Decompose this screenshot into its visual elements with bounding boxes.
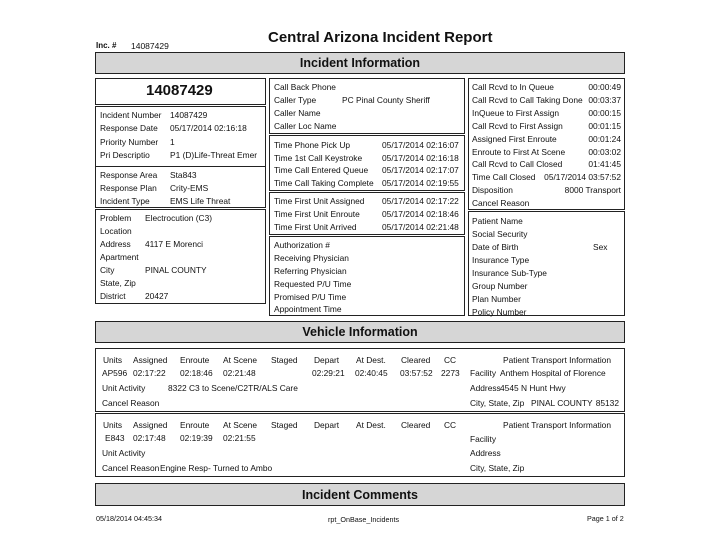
unit-activity-label: Unit Activity xyxy=(102,383,146,393)
response-area-value: Sta843 xyxy=(170,170,197,180)
unit-cleared: 03:57:52 xyxy=(400,368,433,378)
cancel-reason-label: Cancel Reason xyxy=(472,198,530,208)
disposition-value: 8000 Transport xyxy=(564,185,621,195)
address-label: Address xyxy=(470,383,501,393)
first-unit-assigned-label: Time First Unit Assigned xyxy=(274,196,365,206)
facility-value: Anthem Hospital of Florence xyxy=(500,368,606,378)
unit-activity-label: Unit Activity xyxy=(102,448,146,458)
first-unit-arrived-label: Time First Unit Arrived xyxy=(274,222,357,232)
social-security-label: Social Security xyxy=(472,229,528,239)
staged-header: Staged xyxy=(271,420,298,430)
vehicle-unit-box xyxy=(95,348,625,412)
city-state-zip-label: City, State, Zip xyxy=(470,463,525,473)
first-unit-enroute-value: 05/17/2014 02:18:46 xyxy=(382,209,459,219)
first-unit-assigned-value: 05/17/2014 02:17:22 xyxy=(382,196,459,206)
disposition-label: Disposition xyxy=(472,185,513,195)
address-value: 4117 E Morenci xyxy=(145,239,204,249)
assigned-header: Assigned xyxy=(133,355,168,365)
units-header: Units xyxy=(103,355,123,365)
authorization-number-label: Authorization # xyxy=(274,240,330,250)
incident-information-banner xyxy=(95,52,625,74)
entered-queue-value: 05/17/2014 02:17:07 xyxy=(382,165,459,175)
at-dest-header: At Dest. xyxy=(356,355,386,365)
caller-box xyxy=(269,78,465,134)
vehicle-unit-box xyxy=(95,413,625,477)
address-label: Address xyxy=(470,448,501,458)
zip-value: 85132 xyxy=(595,398,619,408)
location-box xyxy=(95,209,266,304)
incident-details-box xyxy=(95,106,266,167)
transport-header: Patient Transport Information xyxy=(503,420,611,430)
cancel-reason-label: Cancel Reason xyxy=(102,398,160,408)
assigned-enroute-label: Assigned First Enroute xyxy=(472,134,557,144)
unit-activity-value: 8322 C3 to Scene/C2TR/ALS Care xyxy=(168,383,298,393)
incident-comments-banner xyxy=(95,483,625,506)
state-zip-label: State, Zip xyxy=(100,278,136,288)
footer-timestamp: 05/18/2014 04:45:34 xyxy=(96,514,162,523)
call-taking-complete-value: 05/17/2014 02:19:55 xyxy=(382,178,459,188)
enroute-to-scene-label: Enroute to First At Scene xyxy=(472,147,566,157)
units-header: Units xyxy=(103,420,123,430)
at-dest-header: At Dest. xyxy=(356,420,386,430)
group-number-label: Group Number xyxy=(472,281,528,291)
phone-pick-up-label: Time Phone Pick Up xyxy=(274,140,351,150)
phone-pick-up-value: 05/17/2014 02:16:07 xyxy=(382,140,459,150)
first-keystroke-value: 05/17/2014 02:16:18 xyxy=(382,153,459,163)
inqueue-to-assign-value: 00:00:15 xyxy=(588,108,621,118)
incident-number-value: 14087429 xyxy=(170,110,208,120)
unit-id: E843 xyxy=(105,433,125,443)
incident-big-number: 14087429 xyxy=(146,82,213,99)
caller-name-label: Caller Name xyxy=(274,108,321,118)
referring-physician-label: Referring Physician xyxy=(274,266,347,276)
requested-pu-time-label: Requested P/U Time xyxy=(274,279,352,289)
enroute-header: Enroute xyxy=(180,420,210,430)
cc-header: CC xyxy=(444,420,457,430)
caller-type-label: Caller Type xyxy=(274,95,317,105)
enroute-header: Enroute xyxy=(180,355,210,365)
at-scene-header: At Scene xyxy=(223,355,257,365)
apartment-label: Apartment xyxy=(100,252,139,262)
inqueue-to-assign-label: InQueue to First Assign xyxy=(472,108,560,118)
caller-type-value: PC Pinal County Sheriff xyxy=(342,95,430,105)
rcvd-to-closed-value: 01:41:45 xyxy=(588,159,621,169)
response-box xyxy=(95,166,266,208)
inc-number: 14087429 xyxy=(131,41,169,51)
city-state-zip-label: City, State, Zip xyxy=(470,398,525,408)
page-title: Central Arizona Incident Report xyxy=(268,29,493,46)
unit-enroute: 02:19:39 xyxy=(180,433,213,443)
response-date-value: 05/17/2014 02:16:18 xyxy=(170,123,247,133)
response-date-label: Response Date xyxy=(100,123,158,133)
incident-type-value: EMS Life Threat xyxy=(170,196,231,206)
city-label: City xyxy=(100,265,115,275)
cc-header: CC xyxy=(444,355,457,365)
footer-page-number: Page 1 of 2 xyxy=(587,514,624,523)
transport-header: Patient Transport Information xyxy=(503,355,611,365)
rcvd-to-taking-done-label: Call Rcvd to Call Taking Done xyxy=(472,95,583,105)
facility-label: Facility xyxy=(470,368,497,378)
inc-label: Inc. # xyxy=(96,41,117,50)
unit-at-dest: 02:40:45 xyxy=(355,368,388,378)
unit-cc: 2273 xyxy=(441,368,460,378)
facility-label: Facility xyxy=(470,434,497,444)
receiving-physician-label: Receiving Physician xyxy=(274,253,349,263)
district-value: 20427 xyxy=(145,291,169,301)
rcvd-to-assign-value: 00:01:15 xyxy=(588,121,621,131)
district-label: District xyxy=(100,291,126,301)
rcvd-to-closed-label: Call Rcvd to Call Closed xyxy=(472,159,563,169)
staged-header: Staged xyxy=(271,355,298,365)
address-value: 4545 N Hunt Hwy xyxy=(500,383,566,393)
authorization-box xyxy=(269,236,465,316)
insurance-type-label: Insurance Type xyxy=(472,255,530,265)
vehicle-information-banner xyxy=(95,321,625,343)
cleared-header: Cleared xyxy=(401,420,431,430)
first-keystroke-label: Time 1st Call Keystroke xyxy=(274,153,363,163)
patient-name-label: Patient Name xyxy=(472,216,523,226)
unit-depart: 02:29:21 xyxy=(312,368,345,378)
unit-at-scene: 02:21:55 xyxy=(223,433,256,443)
unit-enroute: 02:18:46 xyxy=(180,368,213,378)
unit-id: AP596 xyxy=(102,368,128,378)
incident-type-label: Incident Type xyxy=(100,196,150,206)
cancel-reason-value: Engine Resp- Turned to Ambo xyxy=(160,463,273,473)
appointment-time-label: Appointment Time xyxy=(274,304,342,314)
plan-number-label: Plan Number xyxy=(472,294,521,304)
incident-number-box xyxy=(95,78,266,105)
rcvd-to-queue-value: 00:00:49 xyxy=(588,82,621,92)
caller-loc-name-label: Caller Loc Name xyxy=(274,121,337,131)
pri-description-label: Pri Descriptio xyxy=(100,150,150,160)
time-call-closed-label: Time Call Closed xyxy=(472,172,536,182)
enroute-to-scene-value: 00:03:02 xyxy=(588,147,621,157)
time-call-closed-value: 05/17/2014 03:57:52 xyxy=(544,172,621,182)
cancel-reason-label: Cancel Reason xyxy=(102,463,160,473)
vehicle-information-title: Vehicle Information xyxy=(302,325,418,339)
unit-assigned: 02:17:22 xyxy=(133,368,166,378)
patient-box xyxy=(468,211,625,316)
call-back-phone-label: Call Back Phone xyxy=(274,82,336,92)
promised-pu-time-label: Promised P/U Time xyxy=(274,292,347,302)
response-area-label: Response Area xyxy=(100,170,158,180)
unit-assigned: 02:17:48 xyxy=(133,433,166,443)
unit-times-box xyxy=(269,192,465,235)
at-scene-header: At Scene xyxy=(223,420,257,430)
durations-box xyxy=(468,78,625,210)
incident-information-title: Incident Information xyxy=(299,56,421,70)
policy-number-label: Policy Number xyxy=(472,307,527,317)
sex-label: Sex xyxy=(593,242,608,252)
insurance-subtype-label: Insurance Sub-Type xyxy=(472,268,547,278)
incident-comments-title: Incident Comments xyxy=(302,487,418,502)
location-label: Location xyxy=(100,226,132,236)
first-unit-arrived-value: 05/17/2014 02:21:48 xyxy=(382,222,459,232)
unit-at-scene: 02:21:48 xyxy=(223,368,256,378)
response-plan-value: Crity-EMS xyxy=(170,183,209,193)
problem-label: Problem xyxy=(100,213,132,223)
response-plan-label: Response Plan xyxy=(100,183,157,193)
first-unit-enroute-label: Time First Unit Enroute xyxy=(274,209,360,219)
date-of-birth-label: Date of Birth xyxy=(472,242,519,252)
depart-header: Depart xyxy=(314,420,340,430)
assigned-header: Assigned xyxy=(133,420,168,430)
address-label: Address xyxy=(100,239,131,249)
depart-header: Depart xyxy=(314,355,340,365)
assigned-enroute-value: 00:01:24 xyxy=(588,134,621,144)
pri-description-value: P1 (D)Life-Threat Emer xyxy=(170,150,258,160)
footer-report-name: rpt_OnBase_Incidents xyxy=(328,515,400,524)
call-times-box xyxy=(269,135,465,191)
city-value: PINAL COUNTY xyxy=(531,398,593,408)
problem-value: Electrocution (C3) xyxy=(145,213,213,223)
rcvd-to-assign-label: Call Rcvd to First Assign xyxy=(472,121,563,131)
rcvd-to-taking-done-value: 00:03:37 xyxy=(588,95,621,105)
entered-queue-label: Time Call Entered Queue xyxy=(274,165,369,175)
call-taking-complete-label: Time Call Taking Complete xyxy=(274,178,374,188)
city-value: PINAL COUNTY xyxy=(145,265,207,275)
priority-number-label: Priority Number xyxy=(100,137,159,147)
incident-number-label: Incident Number xyxy=(100,110,162,120)
priority-number-value: 1 xyxy=(170,137,175,147)
cleared-header: Cleared xyxy=(401,355,431,365)
rcvd-to-queue-label: Call Rcvd to In Queue xyxy=(472,82,554,92)
